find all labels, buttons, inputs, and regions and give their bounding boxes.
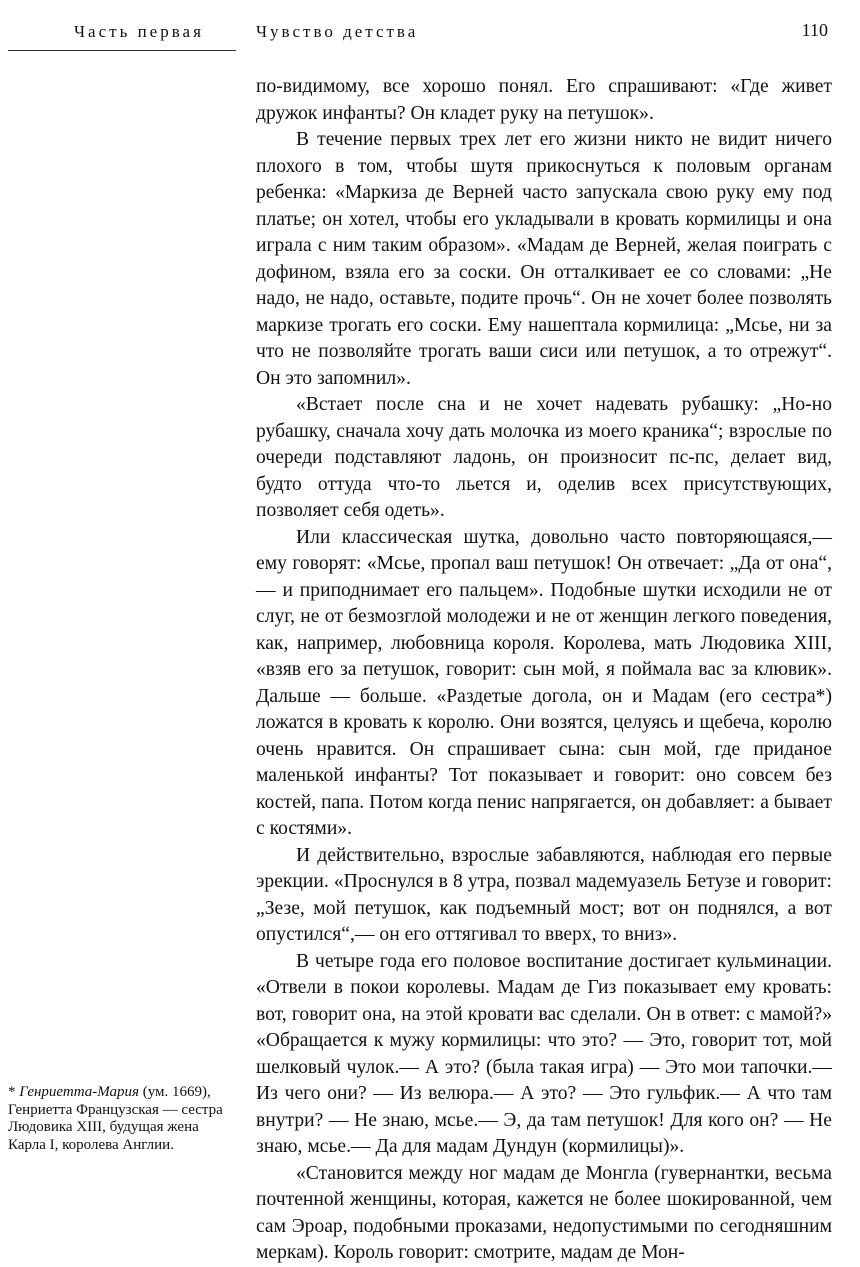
page-number: 110 [801, 20, 828, 40]
paragraph: В четыре года его половое воспитание достигает кульминации. «Отвели в покои королевы. Мадам де Гиз показывает ему кровать: вот, говорит она, на этой кровати вас сделали. Он в ответ: с мамой?» «Обращается к мужу кормилицы: что это? — Это, говорит тот, мой шелковый чулок.— А это? (была такая игра) — Это мои тапочки.— Из чего они? — Из велюра.— А это? — Это гульфик.— А что там внутри? — Не знаю, мсье.— Э, да там петушок! Для кого он? — Не знаю, мсье.— Да для мадам Дундун (кормилицы)». [256, 950, 832, 1157]
paragraph: И действительно, взрослые забавляются, наблюдая его первые эрекции. «Проснулся в 8 утра, позвал мадемуазель Бетузе и говорит: „Зезе, мой петушок, как подъемный мост; вот он поднялся, а вот опустился“,— он его оттягивал то вверх, то вниз». [256, 844, 832, 945]
part-title: Часть первая [74, 22, 204, 41]
footnote-name: Генриетта-Мария [19, 1084, 139, 1100]
running-header [0, 20, 860, 50]
paragraph: Или классическая шутка, довольно часто повторяющаяся,— ему говорят: «Мсье, пропал ваш петушок! Он отвечает: „Да от она“,— и приподнимает его пальцем». Подобные шутки исходили не от слуг, не от безмозглой молодежи и не от женщин легкого поведения, как, например, любовница короля. Королева, мать Людовика XIII, «взяв его за петушок, говорит: сын мой, я поймала вас за клювик». Дальше — больше. «Раздетые догола, он и Мадам (его сестра*) ложатся в кровать к королю. Они возятся, целуясь и щебеча, королю очень нравится. Он спрашивает сына: сын мой, где приданое маленькой инфанты? Тот показывает и говорит: оно совсем без костей, папа. Потом когда пенис напрягается, он добавляет: а бывает с костями». [256, 526, 832, 839]
body-text [256, 74, 832, 1267]
footnote-marker: * [8, 1084, 20, 1100]
header-rule [8, 50, 236, 51]
paragraph: В течение первых трех лет его жизни никто не видит ничего плохого в том, чтобы шутя прикоснуться к половым органам ребенка: «Маркиза де Верней часто запускала свою руку ему под платье; он хотел, чтобы его укладывали в кровать кормилицы и она играла с ним таким образом». «Мадам де Верней, желая поиграть с дофином, взяла его за соски. Он отталкивает ее со словами: „Не надо, не надо, оставьте, подите прочь“. Он не хочет более позволять маркизе трогать его соски. Ему нашептала кормилица: „Мсье, ни за что не позволяйте трогать ваши сиси или петушок, а то отрежут“. Он это запомнил». [256, 129, 832, 389]
footnote [8, 1084, 230, 1154]
paragraph: «Становится между ног мадам де Монгла (гувернантки, весьма почтенной женщины, которая, кажется не более шокированной, чем сам Эроар, подобными проказами, недопустимыми по сегодняшним меркам). Король говорит: смотрите, мадам де Мон- [256, 1162, 832, 1263]
chapter-title: Чувство детства [256, 22, 419, 41]
paragraph: по-видимому, все хорошо понял. Его спрашивают: «Где живет дружок инфанты? Он кладет руку на петушок». [256, 76, 832, 124]
footnote-text: (ум. 1669), Генриетта Французская — сестра Людовика XIII, будущая жена Карла I, королева Англии. [8, 1084, 223, 1153]
paragraph: «Встает после сна и не хочет надевать рубашку: „Но-но рубашку, сначала хочу дать молочка из моего краника“; взрослые по очереди подставляют ладонь, он произносит пс-пс, делает вид, будто оттуда что-то льется и, оделив всех присутствующих, позволяет себя одеть». [256, 394, 832, 521]
